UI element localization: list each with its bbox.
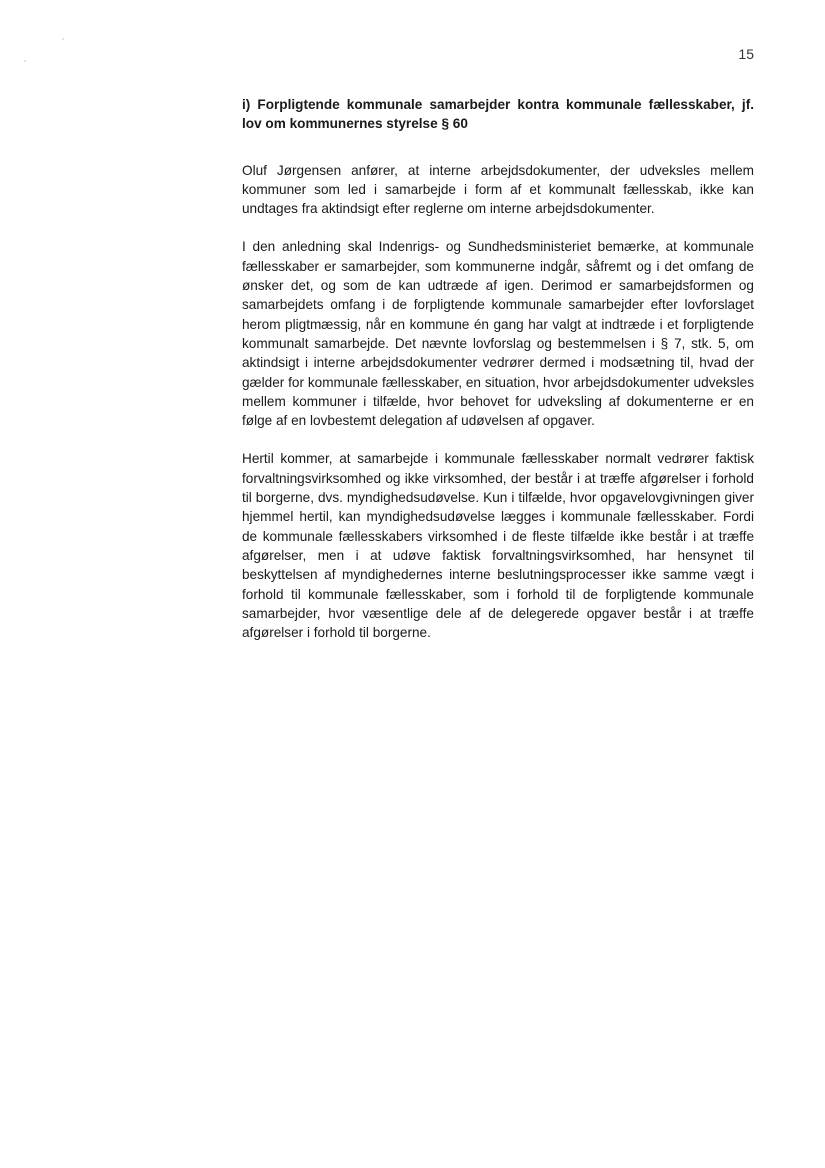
paragraph: I den anledning skal Indenrigs- og Sundhedsministeriet bemærke, at kommunale fællesskaber er samarbejder, som kommunerne indgår, såfremt og i det omfang de ønsker det, og som de kan udtræde af igen. Derimod er samarbejdsformen og samarbejdets omfang i de forpligtende kommunale samarbejder efter lovforslaget herom pligtmæssig, når en kommune én gang har valgt at indtræde i et forpligtende kommunalt samarbejde. Det nævnte lovforslag og bestemmelsen i § 7, stk. 5, om aktindsigt i interne arbejdsdokumenter vedrører dermed i modsætning til, hvad der gælder for kommunale fællesskaber, en situation, hvor arbejdsdokumenter udveksles mellem kommuner i tilfælde, hvor behovet for udveksling af dokumenterne er en følge af en lovbestemt delegation af udøvelsen af opgaver. — [242, 239, 754, 429]
scan-speck — [24, 60, 26, 62]
paragraph: Oluf Jørgensen anfører, at interne arbejdsdokumenter, der udveksles mellem kommuner som led i samarbejde i form af et kommunalt fællesskab, ikke kan undtages fra aktindsigt efter reglerne om interne arbejdsdokumenter. — [242, 162, 754, 217]
page-number: 15 — [738, 46, 754, 62]
document-body — [242, 95, 754, 661]
paragraph: Hertil kommer, at samarbejde i kommunale fællesskaber normalt vedrører faktisk forvaltningsvirksomhed og ikke virksomhed, der består i at træffe afgørelser i forhold til borgerne, dvs. myndighedsudøvelse. Kun i tilfælde, hvor opgavelovgivningen giver hjemmel hertil, kan myndighedsudøvelse lægges i kommunale fællesskaber. Fordi de kommunale fællesskabers virksomhed i de fleste tilfælde ikke består i at træffe afgørelser, men i at udøve faktisk forvaltningsvirksomhed, har hensynet til beskyttelsen af myndighedernes interne beslutningsprocesser ikke samme vægt i forhold til kommunale fællesskaber, som i forhold til de forpligtende kommunale samarbejder, hvor væsentlige dele af de delegerede opgaver består i at træffe afgørelser i forhold til borgerne. — [242, 451, 754, 641]
section-heading: i) Forpligtende kommunale samarbejder kontra kommunale fællesskaber, jf. lov om kommunernes styrelse § 60 — [242, 97, 754, 132]
scan-speck — [62, 38, 64, 40]
